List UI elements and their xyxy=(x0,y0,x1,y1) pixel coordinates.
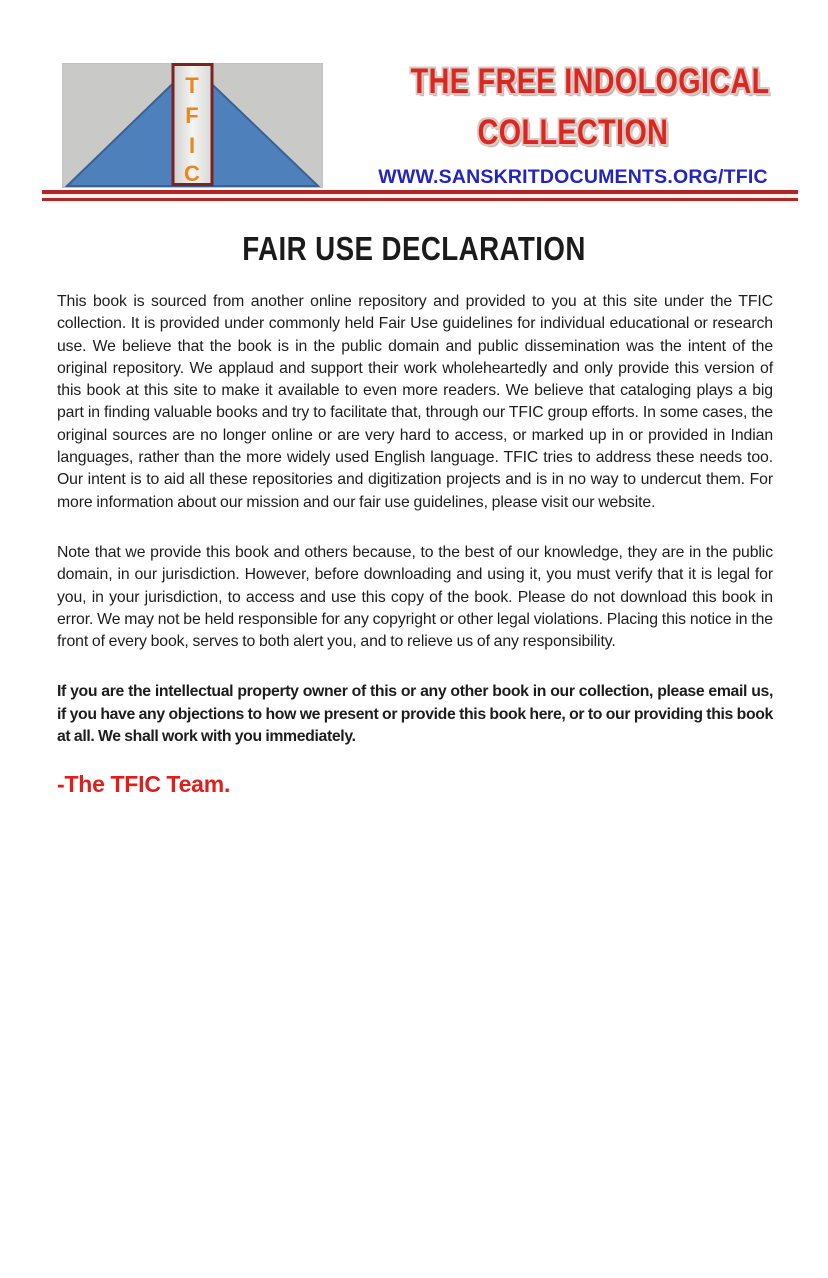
page-title: FAIR USE DECLARATION xyxy=(242,230,586,267)
masthead xyxy=(375,56,771,189)
masthead-website-url: WWW.SANSKRITDOCUMENTS.ORG/TFIC xyxy=(378,166,768,188)
signature-tfic-team: -The TFIC Team. xyxy=(57,771,231,798)
paragraph-ip-owner-notice: If you are the intellectual property owner of this or any other book in our collection, please email us, if you have any objections to how we present or provide this book here, or to our providing this book at all. We shall work with you immediately. xyxy=(57,683,773,746)
paragraph-sourcing: This book is sourced from another online repository and provided to you at this site under the TFIC collection. It is provided under commonly held Fair Use guidelines for individual educational or research use. We believe that the book is in the public domain and public dissemination was the intent of the original repository. We applaud and support their work wholeheartedly and only provide this version of this book at this site to make it available to even more readers. We believe that cataloging plays a big part in finding valuable books and try to facilitate that, through our TFIC group efforts. In some cases, the original sources are no longer online or are very hard to access, or marked up in or provided in Indian languages, rather than the more widely used English language. TFIC tries to address these needs too. Our intent is to aid all these repositories and digitization projects and is in no way to undercut them. For more information about our mission and our fair use guidelines, please visit our website. xyxy=(57,293,773,511)
tfic-logo-image xyxy=(62,63,323,188)
logo-letter-f: F xyxy=(185,103,199,128)
logo-letter-i: I xyxy=(188,133,196,158)
logo-letter-c: C xyxy=(184,161,200,186)
tfic-logo xyxy=(62,63,323,188)
declaration-body xyxy=(57,291,773,796)
header-divider-rule xyxy=(42,190,798,201)
logo-letter-t: T xyxy=(185,73,199,98)
masthead-title-line1: THE FREE INDOLOGICAL xyxy=(410,62,770,101)
paragraph-legal-note: Note that we provide this book and others because, to the best of our knowledge, they are in the public domain, in our jurisdiction. However, before downloading and using it, you must verify that it is legal for you, in your jurisdiction, to access and use this copy of the book. Please do not download this book in error. We may not be held responsible for any copyright or other legal violations. Placing this notice in the front of every book, serves to both alert you, and to relieve us of any responsibility. xyxy=(57,543,773,651)
masthead-title-line2: COLLECTION xyxy=(477,113,669,152)
